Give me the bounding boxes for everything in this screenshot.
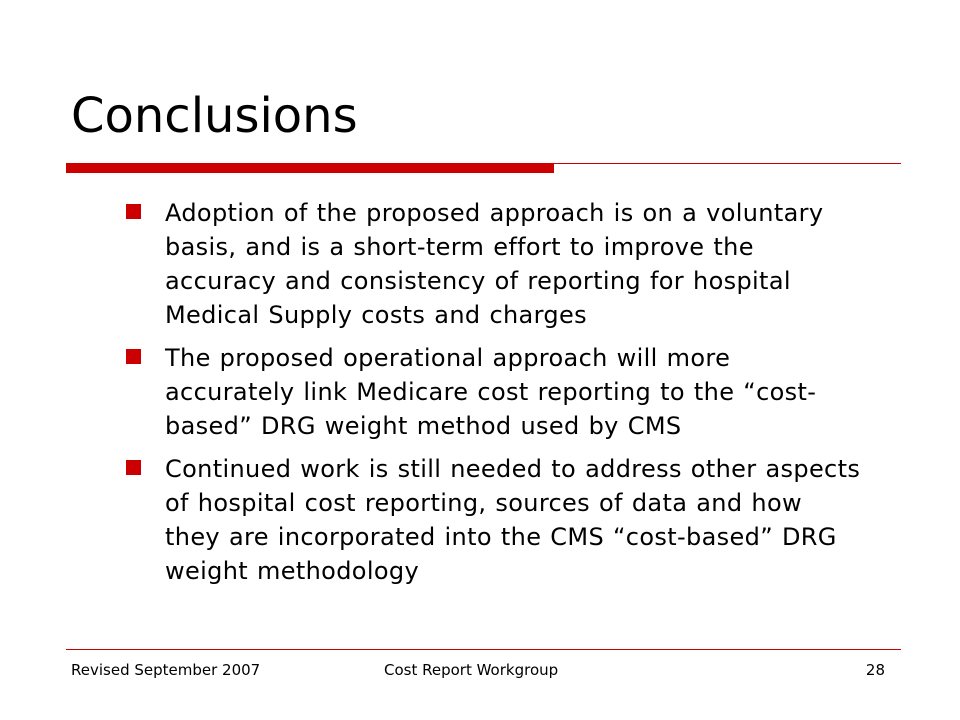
bullet-text: Adoption of the proposed approach is on a voluntary basis, and is a short-term effort to improve the accuracy and consistency of reporting for hospital Medical Supply costs and charges bbox=[165, 199, 824, 329]
square-bullet-icon bbox=[126, 204, 141, 219]
square-bullet-icon bbox=[126, 460, 141, 475]
footer-title: Cost Report Workgroup bbox=[384, 661, 559, 679]
footer-date: Revised September 2007 bbox=[71, 661, 261, 679]
list-item bbox=[124, 452, 864, 588]
page-number: 28 bbox=[865, 661, 885, 679]
title-divider-thick bbox=[66, 164, 554, 173]
square-bullet-icon bbox=[126, 349, 141, 364]
bullet-list bbox=[124, 196, 864, 597]
list-item bbox=[124, 196, 864, 332]
page-title: Conclusions bbox=[71, 88, 358, 144]
footer-divider bbox=[66, 649, 901, 650]
bullet-text: The proposed operational approach will more accurately link Medicare cost reporting to the “cost-based” DRG weight method used by CMS bbox=[165, 344, 817, 440]
list-item bbox=[124, 341, 864, 443]
bullet-text: Continued work is still needed to address other aspects of hospital cost reporting, sources of data and how they are incorporated into the CMS “cost-based” DRG weight methodology bbox=[165, 455, 861, 585]
